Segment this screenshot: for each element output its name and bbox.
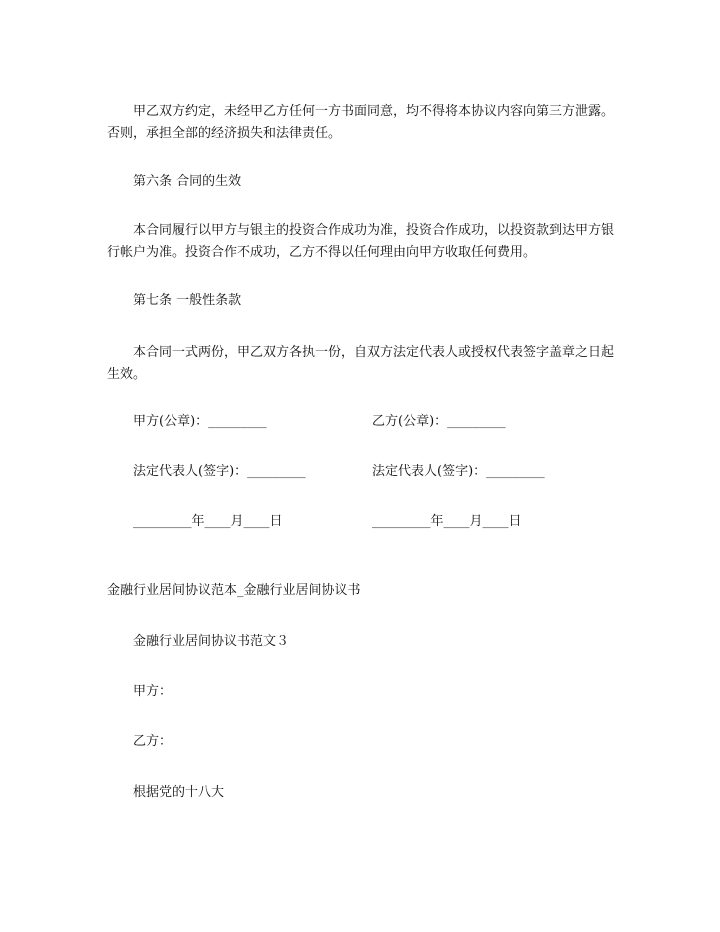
effect-paragraph: 本合同履行以甲方与银主的投资合作成功为准，投资合作成功，以投资款到达甲方银行帐户为准。投资合作不成功，乙方不得以任何理由向甲方收取任何费用。 [107,223,615,260]
party-a-seal-line: 甲方(公章)：_________ [133,414,267,429]
party-b-label: 乙方： [133,734,173,749]
party-a-label: 甲方： [133,684,173,699]
general-terms-paragraph: 本合同一式两份，甲乙双方各执一份，自双方法定代表人或授权代表签字盖章之日起生效。 [107,345,615,382]
party-b-seal-line: 乙方(公章)：_________ [372,414,506,429]
party-b-date-line: _________年____月____日 [372,514,522,529]
article-7-heading: 第七条 一般性条款 [133,293,242,308]
confidentiality-paragraph: 甲乙双方约定，未经甲乙方任何一方书面同意，均不得将本协议内容向第三方泄露。否则，承担全部的经济损失和法律责任。 [107,104,615,141]
party-a-date-line: _________年____月____日 [133,514,283,529]
party-a-representative-line: 法定代表人(签字)：_________ [133,464,306,479]
section-heading: 金融行业居间协议范本_金融行业居间协议书 [107,583,361,598]
sample-title: 金融行业居间协议书范文３ [133,634,290,649]
trailing-text: 根据党的十八大 [133,785,225,800]
article-6-heading: 第六条 合同的生效 [133,174,242,189]
party-b-representative-line: 法定代表人(签字)：_________ [372,464,545,479]
